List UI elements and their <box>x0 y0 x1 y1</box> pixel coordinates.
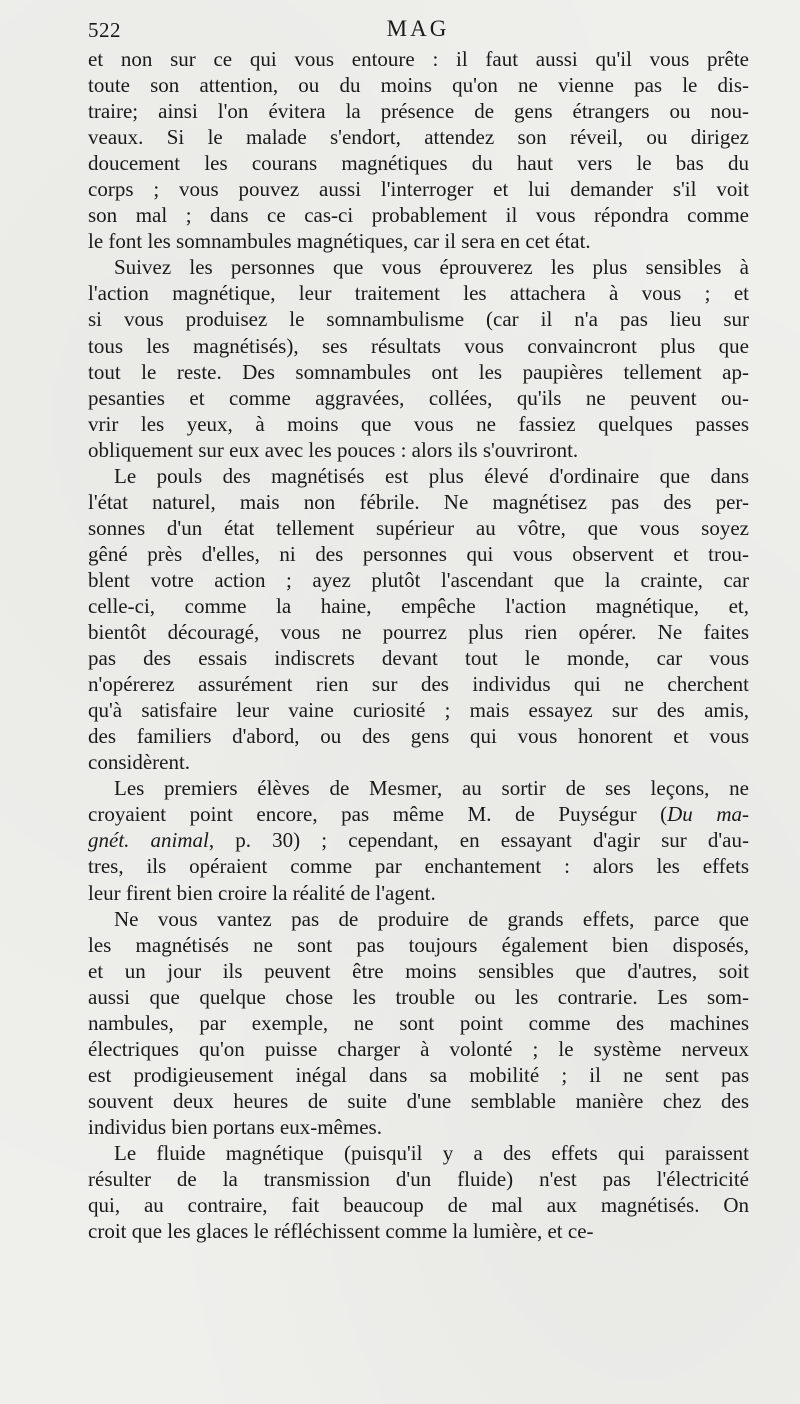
text-line: n'opérerez assurément rien sur des individus qui ne cherchent <box>88 672 749 697</box>
text-line: veaux. Si le malade s'endort, attendez son réveil, ou dirigez <box>88 125 749 150</box>
text-line: qui, au contraire, fait beaucoup de mal aux magnétisés. On <box>88 1193 749 1218</box>
text-line: toute son attention, ou du moins qu'on ne vienne pas le dis- <box>88 73 749 98</box>
paragraph-first-line: Ne vous vantez pas de produire de grands effets, parce que <box>114 906 749 931</box>
text-line: croyaient point encore, pas même M. de Puységur (Du ma- <box>88 802 749 827</box>
text-line: souvent deux heures de suite d'une semblable manière chez des <box>88 1088 749 1113</box>
paragraph-first-line: Suivez les personnes que vous éprouverez les plus sensibles à <box>114 255 749 280</box>
text-line: tout le reste. Des somnambules ont les paupières tellement ap- <box>88 359 749 384</box>
paragraph-first-line: Le fluide magnétique (puisqu'il y a des effets qui paraissent <box>114 1140 749 1165</box>
text-line: et non sur ce qui vous entoure : il faut aussi qu'il vous prête <box>88 47 749 71</box>
text-line: les magnétisés ne sont pas toujours également bien disposés, <box>88 932 749 957</box>
text-line: qu'à satisfaire leur vaine curiosité ; mais essayez sur des amis, <box>88 698 749 723</box>
text-line: résulter de la transmission d'un fluide) n'est pas l'électricité <box>88 1167 749 1192</box>
running-head <box>88 14 748 46</box>
text-line: traire; ainsi l'on évitera la présence de gens étrangers ou nou- <box>88 99 749 124</box>
text-line: bientôt découragé, vous ne pourrez plus rien opérer. Ne faites <box>88 620 749 645</box>
text-line: gnét. animal, p. 30) ; cependant, en essayant d'agir sur d'au- <box>88 828 749 853</box>
text-line: corps ; vous pouvez aussi l'interroger et lui demander s'il voit <box>88 177 749 202</box>
text-line: croit que les glaces le réfléchissent comme la lumière, et ce- <box>88 1219 594 1244</box>
cited-work-title: Du ma- <box>667 802 749 827</box>
text-line: est prodigieusement inégal dans sa mobilité ; il ne sent pas <box>88 1062 749 1087</box>
text-line: nambules, par exemple, ne sont point comme des machines <box>88 1010 749 1035</box>
text-line: le font les somnambules magnétiques, car il sera en cet état. <box>88 229 591 254</box>
text-line: leur firent bien croire la réalité de l'agent. <box>88 880 436 905</box>
text-line: tous les magnétisés), ses résultats vous convaincront plus que <box>88 333 749 358</box>
page-number: 522 <box>88 18 121 42</box>
section-heading: MAG <box>386 16 450 41</box>
text-line: sonnes d'un état tellement supérieur au vôtre, que vous soyez <box>88 515 749 540</box>
text-line: obliquement sur eux avec les pouces : alors ils s'ouvriront. <box>88 437 579 462</box>
text-line: gêné près d'elles, ni des personnes qui vous observent et trou- <box>88 541 749 566</box>
text-line: si vous produisez le somnambulisme (car il n'a pas lieu sur <box>88 307 749 332</box>
text-line: l'état naturel, mais non fébrile. Ne magnétisez pas des per- <box>88 489 749 514</box>
text-line: électriques qu'on puisse charger à volonté ; le système nerveux <box>88 1036 749 1061</box>
cited-work-title: gnét. animal <box>88 828 209 853</box>
text-line: individus bien portans eux-mêmes. <box>88 1114 382 1139</box>
text-line: pas des essais indiscrets devant tout le monde, car vous <box>88 646 749 671</box>
text-line: l'action magnétique, leur traitement les attachera à vous ; et <box>88 281 749 306</box>
text-line: doucement les courans magnétiques du haut vers le bas du <box>88 151 749 176</box>
text-line: son mal ; dans ce cas-ci probablement il vous répondra comme <box>88 203 749 228</box>
text-line: aussi que quelque chose les trouble ou les contrarie. Les som- <box>88 984 749 1009</box>
text-line: et un jour ils peuvent être moins sensibles que d'autres, soit <box>88 958 749 983</box>
text-line: tres, ils opéraient comme par enchantement : alors les effets <box>88 854 749 879</box>
body-text <box>88 46 749 1244</box>
paragraph-first-line: Les premiers élèves de Mesmer, au sortir de ses leçons, ne <box>114 776 749 801</box>
text-line: des familiers d'abord, ou des gens qui vous honorent et vous <box>88 724 749 749</box>
text-line: celle-ci, comme la haine, empêche l'action magnétique, et, <box>88 593 749 618</box>
text-line: blent votre action ; ayez plutôt l'ascendant que la crainte, car <box>88 567 749 592</box>
text-line: considèrent. <box>88 750 191 775</box>
text-line: vrir les yeux, à moins que vous ne fassiez quelques passes <box>88 411 749 436</box>
text-line: pesanties et comme aggravées, collées, qu'ils ne peuvent ou- <box>88 385 749 410</box>
paragraph-first-line: Le pouls des magnétisés est plus élevé d'ordinaire que dans <box>114 463 749 488</box>
